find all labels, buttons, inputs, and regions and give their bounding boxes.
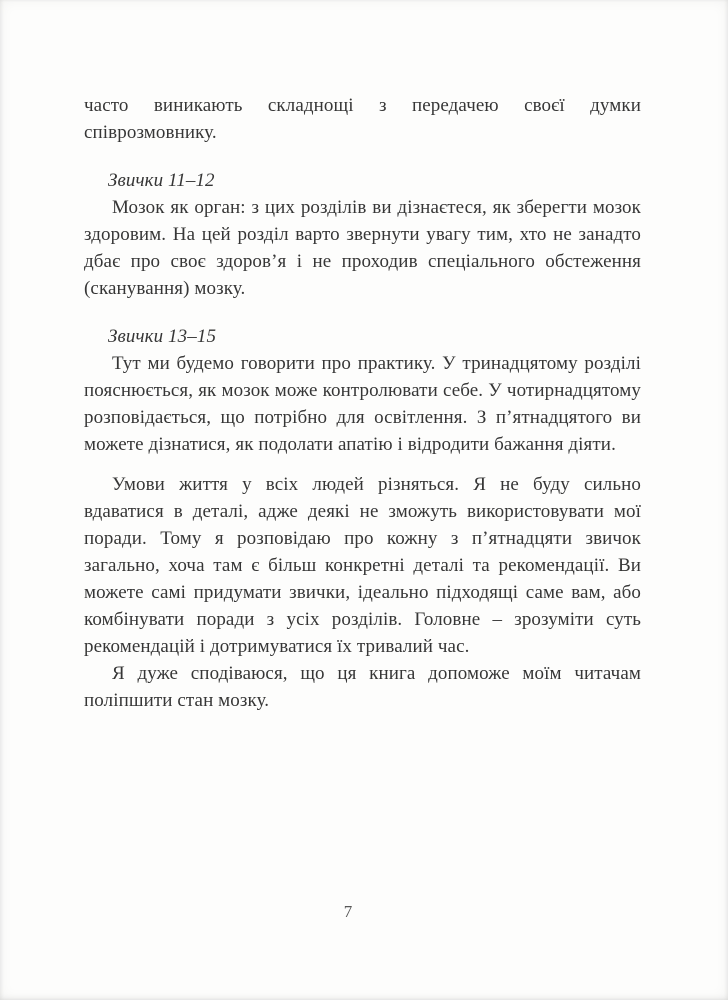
section-heading-habits-13-15: Звички 13–15 — [108, 326, 217, 347]
paragraph-life-conditions: Умови життя у всіх людей різняться. Я не буду сильно вдаватися в деталі, адже деякі не зможуть використовувати мої поради. Тому я розповідаю про кожну з п’ятнадцяти звичок загально, хоча там є більш конкретні деталі та рекомендації. Ви можете самі придумати звички, ідеально підходящі саме вам, або комбінувати поради з усіх розділів. Головне – зрозуміти суть рекомендацій і дотримуватися їх тривалий час. — [84, 474, 641, 657]
continuation-paragraph: часто виникають складнощі з передачею своєї думки співрозмовнику. — [84, 95, 641, 143]
page-number: 7 — [343, 902, 353, 921]
section-paragraph-habits-13-15: Тут ми будемо говорити про практику. У тринадцятому розділі пояснюється, як мозок може контролювати себе. У чотирнадцятому розповідається, що потрібно для освітлення. З п’ятнадцятого ви можете дізнатися, як подолати апатію і відродити бажання діяти. — [84, 353, 641, 455]
paragraph-author-hope: Я дуже сподіваюся, що ця книга допоможе моїм читачам поліпшити стан мозку. — [84, 663, 641, 711]
page-text-block — [84, 92, 641, 714]
section-paragraph-habits-11-12: Мозок як орган: з цих розділів ви дізнаєтеся, як зберегти мозок здоровим. На цей розділ варто звернути увагу тим, хто не занадто дбає про своє здоров’я і не проходив спеціального обстеження (сканування) мозку. — [84, 197, 641, 299]
section-heading-habits-11-12: Звички 11–12 — [108, 170, 215, 191]
